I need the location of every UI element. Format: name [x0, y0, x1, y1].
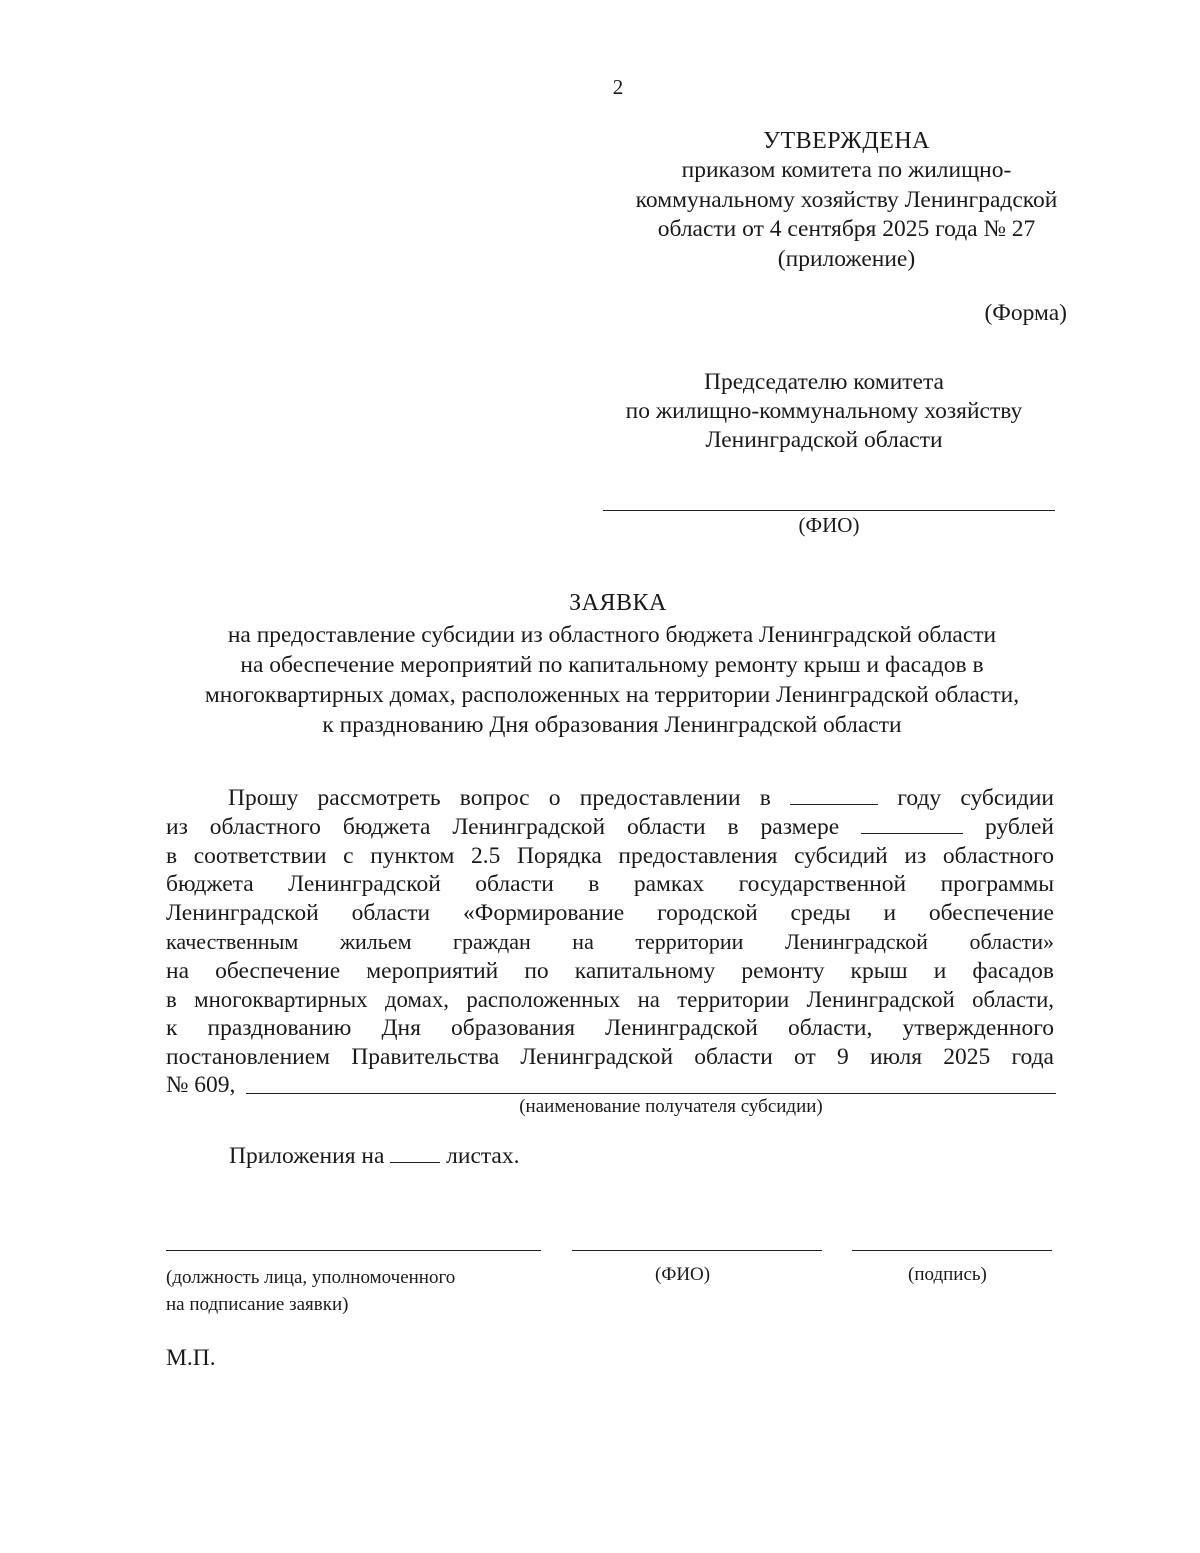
- resolution-number: № 609,: [166, 1072, 236, 1098]
- recipient-name-field[interactable]: [246, 1093, 1056, 1094]
- body-line: к празднованию Дня образования Ленинградской области, утвержденного: [166, 1015, 1054, 1042]
- body-line: качественным жильем граждан на территории Ленинградской области»: [166, 928, 1054, 954]
- addressee-line: Ленинградской области: [705, 427, 943, 453]
- year-field[interactable]: [790, 785, 878, 805]
- signatory-fio-caption: (ФИО): [655, 1264, 711, 1285]
- recipient-caption: (наименование получателя субсидии): [519, 1096, 823, 1117]
- approval-line: приказом комитета по жилищно-: [681, 157, 1012, 183]
- signatory-fio-field[interactable]: [572, 1250, 822, 1251]
- approval-block: [600, 126, 1093, 274]
- request-subtitle: [140, 620, 1084, 740]
- approval-title: УТВЕРЖДЕНА: [762, 128, 931, 154]
- subtitle-line: на предоставление субсидии из областного бюджета Ленинградской области: [227, 622, 997, 648]
- position-caption-line: на подписание заявки): [166, 1294, 349, 1315]
- attachments-count-field[interactable]: [390, 1143, 440, 1163]
- subtitle-line: на обеспечение мероприятий по капитальному ремонту крыш и фасадов в: [240, 652, 984, 678]
- body-text-segment: году субсидии: [897, 785, 1055, 811]
- request-title: ЗАЯВКА: [569, 590, 667, 616]
- body-paragraph: [166, 784, 1054, 1072]
- body-line: [166, 813, 1054, 842]
- body-line: [166, 784, 1054, 813]
- addressee-fio-field[interactable]: [603, 510, 1055, 511]
- amount-field[interactable]: [861, 814, 963, 834]
- position-caption: [166, 1264, 455, 1318]
- subtitle-line: к празднованию Дня образования Ленинградской области: [322, 712, 902, 738]
- body-line: на обеспечение мероприятий по капитальному ремонту крыш и фасадов: [166, 957, 1054, 984]
- approval-line: коммунальному хозяйству Ленинградской: [635, 186, 1058, 213]
- approval-line: области от 4 сентября 2025 года № 27: [657, 216, 1036, 242]
- body-line: в многоквартирных домах, расположенных на территории Ленинградской области,: [166, 986, 1054, 1012]
- approval-line: (приложение): [777, 245, 916, 272]
- form-label: (Форма): [984, 300, 1067, 326]
- attachments-line: [229, 1143, 520, 1170]
- body-text-segment: Прошу рассмотреть вопрос о предоставлении в: [228, 785, 771, 811]
- addressee-fio-caption: (ФИО): [798, 513, 860, 537]
- subtitle-line: многоквартирных домах, расположенных на территории Ленинградской области,: [204, 682, 1020, 708]
- attachments-text: листах.: [446, 1143, 520, 1169]
- addressee-block: [600, 368, 1048, 455]
- body-line: Ленинградской области «Формирование городской среды и обеспечение: [166, 900, 1054, 927]
- signature-caption: (подпись): [908, 1264, 987, 1285]
- body-text-segment: из областного бюджета Ленинградской области в размере: [166, 813, 840, 840]
- body-line: бюджета Ленинградской области в рамках государственной программы: [166, 871, 1054, 898]
- position-field[interactable]: [166, 1250, 541, 1251]
- approval-body: [600, 156, 1093, 274]
- stamp-label: М.П.: [166, 1345, 216, 1371]
- body-line: постановлением Правительства Ленинградской области от 9 июля 2025 года: [166, 1044, 1054, 1071]
- addressee-line: по жилищно-коммунальному хозяйству: [625, 398, 1023, 424]
- addressee-line: Председателю комитета: [704, 369, 944, 395]
- position-caption-line: (должность лица, уполномоченного: [166, 1267, 456, 1288]
- signature-field[interactable]: [852, 1250, 1052, 1251]
- body-line: в соответствии с пунктом 2.5 Порядка предоставления субсидий из областного: [166, 842, 1054, 869]
- body-text-segment: рублей: [985, 813, 1055, 840]
- page-number: 2: [612, 75, 624, 99]
- attachments-text: Приложения на: [229, 1143, 385, 1169]
